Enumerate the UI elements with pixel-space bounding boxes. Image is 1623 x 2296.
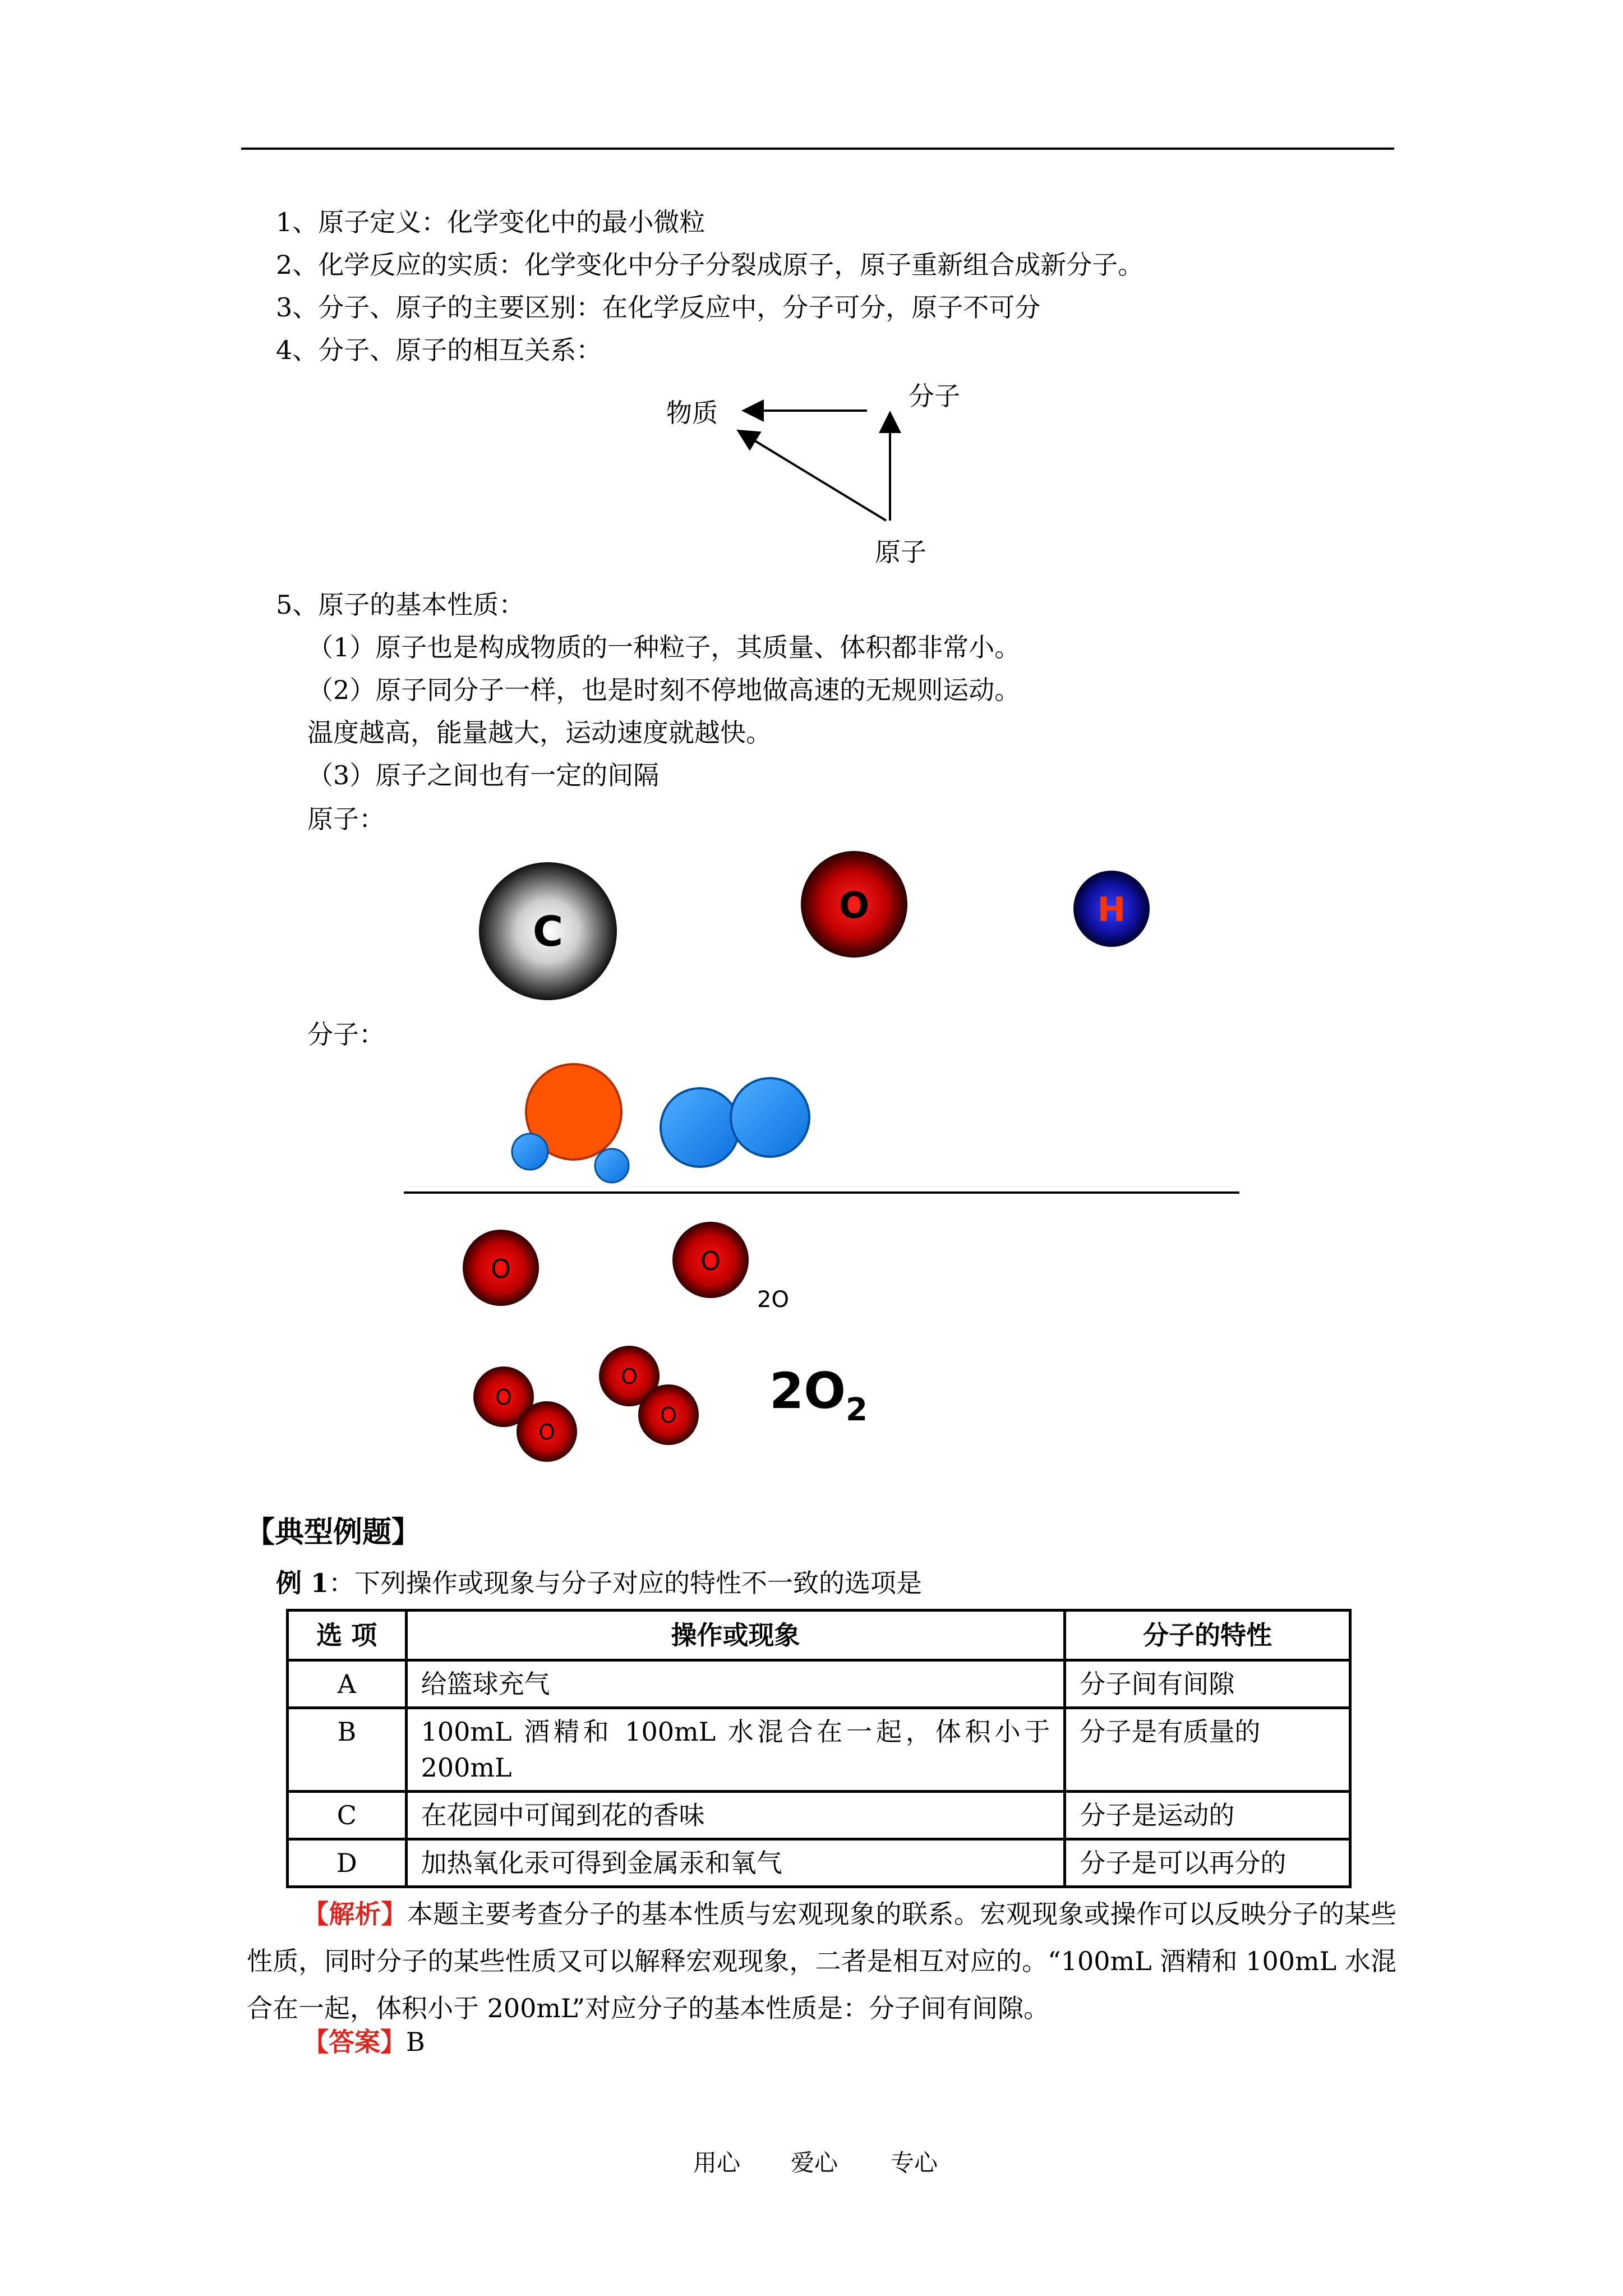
example-question: [276, 1566, 922, 1600]
label-substance: 物质: [666, 398, 718, 428]
o2a-atom-2-symbol: O: [538, 1420, 555, 1444]
point-5: 5、原子的基本性质：: [276, 590, 525, 620]
row-d-option: D: [288, 1839, 407, 1887]
row-c-operation: 在花园中可闻到花的香味: [406, 1792, 1065, 1839]
h2-atom-front: [731, 1078, 809, 1157]
arrow-atom-to-substance: [740, 432, 886, 521]
row-a-operation: 给篮球充气: [406, 1660, 1065, 1708]
footer-yongxin: 用心: [693, 2149, 741, 2177]
row-b-property: 分子是有质量的: [1065, 1708, 1350, 1792]
oxygen-symbol: O: [838, 885, 870, 927]
analysis-paragraph: [247, 1890, 1396, 2032]
atoms-label: 原子：: [307, 804, 385, 834]
molecules-illustration: [393, 1043, 1245, 1492]
row-a-property: 分子间有间隙: [1065, 1660, 1350, 1708]
point-3: 3、分子、原子的主要区别：在化学反应中，分子可分，原子不可分: [276, 292, 1041, 323]
answer-line: [303, 2025, 425, 2059]
property-2-cont: 温度越高，能量越大，运动速度就越快。: [307, 717, 772, 748]
property-2: （2）原子同分子一样，也是时刻不停地做高速的无规则运动。: [307, 675, 1021, 705]
o2a-atom-1-symbol: O: [495, 1385, 512, 1410]
analysis-text: 本题主要考查分子的基本性质与宏观现象的联系。宏观现象或操作可以反映分子的某些性质，同时分子的某些性质又可以解释宏观现象，二者是相互对应的。“100mL 酒精和 100mL 水混合在一起，体积小于 200mL”对应分子的基本性质是：分子间有间隙。: [247, 1899, 1397, 2023]
answer-value: B: [406, 2027, 425, 2057]
relationship-diagram: [645, 370, 1004, 583]
row-c-property: 分子是运动的: [1065, 1792, 1350, 1839]
water-hydrogen-right: [595, 1149, 629, 1182]
point-4: 4、分子、原子的相互关系：: [276, 335, 602, 365]
header-option: 选 项: [288, 1611, 407, 1660]
table-row: [288, 1792, 1350, 1839]
analysis-label: 【解析】: [303, 1899, 407, 1929]
table-row: [288, 1660, 1350, 1708]
row-b-option: B: [288, 1708, 407, 1792]
footer-aixin: 爱心: [791, 2149, 838, 2177]
h2-atom-back: [661, 1088, 739, 1167]
label-2o2: [769, 1362, 868, 1428]
header-rule: [241, 148, 1394, 150]
row-d-operation: 加热氧化汞可得到金属汞和氧气: [406, 1839, 1065, 1887]
property-1: （1）原子也是构成物质的一种粒子，其质量、体积都非常小。: [307, 632, 1021, 662]
o2b-atom-2-symbol: O: [660, 1403, 677, 1428]
atoms-illustration: [460, 841, 1189, 1010]
label-2o2-coef: 2O: [769, 1362, 846, 1420]
example-question-text: ：下列操作或现象与分子对应的特性不一致的选项是: [329, 1568, 923, 1598]
label-molecule: 分子: [909, 381, 960, 411]
example-label: 例 1: [276, 1568, 329, 1598]
row-d-property: 分子是可以再分的: [1065, 1839, 1350, 1887]
example-table: [286, 1609, 1352, 1888]
table-row: [288, 1708, 1350, 1792]
row-c-option: C: [288, 1792, 407, 1839]
oxygen-atom-1-symbol: O: [490, 1254, 511, 1284]
point-2: 2、化学反应的实质：化学变化中分子分裂成原子，原子重新组合成新分子。: [276, 250, 1144, 280]
o2b-atom-1-symbol: O: [621, 1364, 638, 1389]
point-1: 1、原子定义：化学变化中的最小微粒: [276, 207, 706, 237]
header-property: 分子的特性: [1065, 1611, 1350, 1660]
molecules-label: 分子：: [307, 1019, 385, 1050]
row-a-option: A: [288, 1660, 407, 1708]
table-row: [288, 1839, 1350, 1887]
row-b-operation: 100mL 酒精和 100mL 水混合在一起，体积小于200mL: [406, 1708, 1065, 1792]
property-3: （3）原子之间也有一定的间隔: [307, 760, 660, 790]
oxygen-atom-2-symbol: O: [700, 1246, 721, 1276]
hydrogen-symbol: H: [1097, 890, 1126, 930]
carbon-symbol: C: [532, 908, 564, 956]
footer-zhuanxin: 专心: [891, 2149, 938, 2177]
header-operation: 操作或现象: [406, 1611, 1065, 1660]
label-2o: 2O: [757, 1287, 789, 1313]
table-header-row: [288, 1611, 1350, 1660]
label-atom: 原子: [875, 537, 926, 567]
answer-label: 【答案】: [303, 2027, 406, 2057]
label-2o2-sub: 2: [846, 1392, 868, 1428]
water-hydrogen-left: [512, 1134, 548, 1170]
example-heading: 【典型例题】: [246, 1515, 421, 1549]
